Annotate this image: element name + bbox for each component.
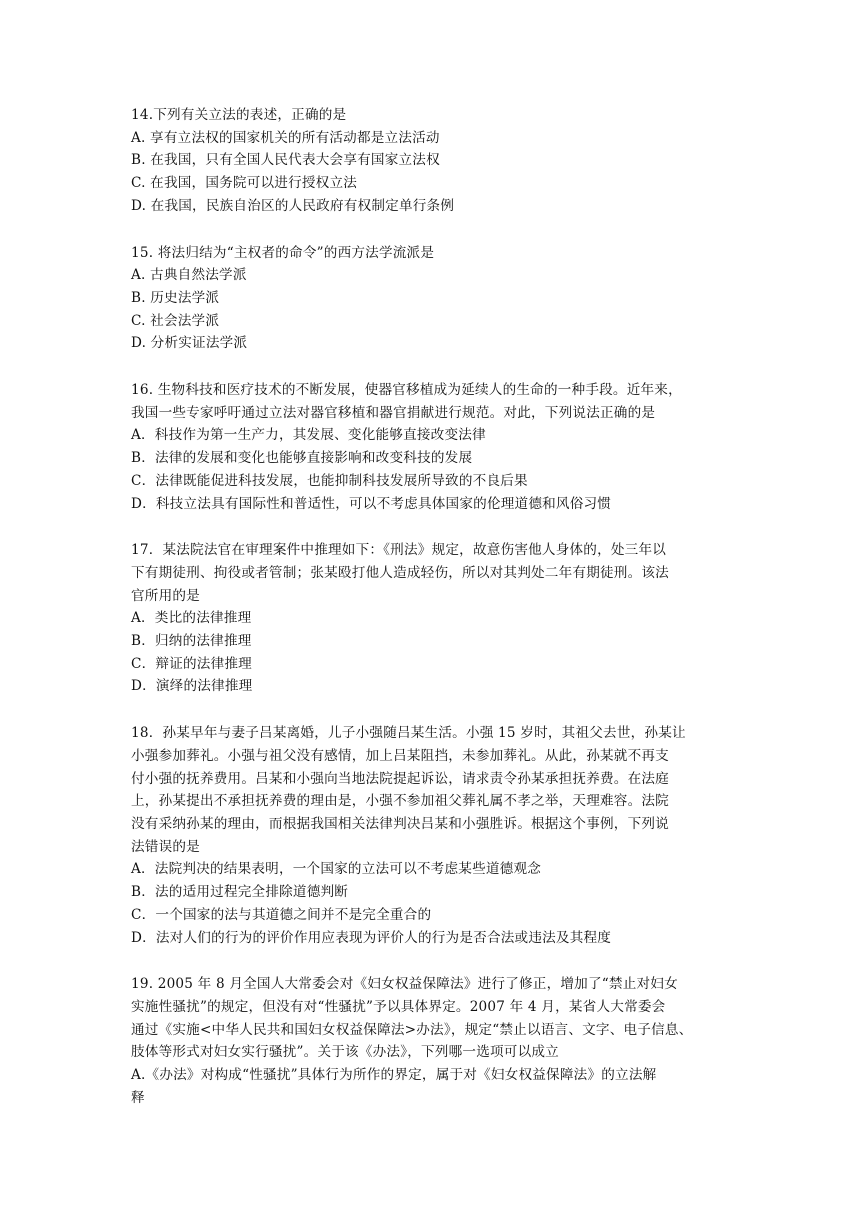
stem-line: 上，孙某提出不承担抚养费的理由是，小强不参加祖父葬礼属不孝之举，天理难容。法院 [131,793,669,810]
stem-line: 18．孙某早年与妻子吕某离婚，儿子小强随吕某生活。小强 15 岁时，其祖父去世，孙某让 [131,725,686,742]
option-c: C．法律既能促进科技发展，也能抑制科技发展所导致的不良后果 [131,472,528,489]
stem-line: 16. 生物科技和医疗技术的不断发展，使器官移植成为延续人的生命的一种手段。近年来， [131,382,682,399]
option-list [131,424,741,515]
option-a: A．科技作为第一生产力，其发展、变化能够直接改变法律 [131,427,486,444]
stem-line: 小强参加葬礼。小强与祖父没有感情，加上吕某阻挡，未参加葬礼。从此，孙某就不再支 [131,747,669,764]
stem-line: 15. 将法归结为“主权者的命令”的西方法学流派是 [131,244,435,261]
option-b: B．归纳的法律推理 [131,633,252,650]
stem-line: 没有采纳孙某的理由，而根据我国相关法律判决吕某和小强胜诉。根据这个事例，下列说 [131,815,669,832]
option-a: A. 古典自然法学派 [131,267,247,284]
question-stem [131,973,741,1064]
stem-line: 我国一些专家呼吁通过立法对器官移植和器官捐献进行规范。对此，下列说法正确的是 [131,404,656,421]
option-c: C．一个国家的法与其道德之间并不是完全重合的 [131,906,432,923]
question-stem [131,722,741,858]
option-list [131,1064,741,1109]
option-c: C. 社会法学派 [131,312,220,329]
question-stem [131,379,741,424]
option-list [131,858,741,949]
question-16 [131,379,741,515]
question-stem [131,539,741,607]
question-17 [131,539,741,698]
question-18 [131,722,741,949]
stem-line: 下有期徒刑、拘役或者管制；张某殴打他人造成轻伤，所以对其判处二年有期徒刑。该法 [131,564,669,581]
option-a: A. 享有立法权的国家机关的所有活动都是立法活动 [131,129,440,146]
option-c: C．辩证的法律推理 [131,655,252,672]
option-b: B．法的适用过程完全排除道德判断 [131,884,349,901]
question-stem [131,104,741,127]
option-d: D. 在我国，民族自治区的人民政府有权制定单行条例 [131,197,455,214]
stem-line: 实施性骚扰”的规定，但没有对“性骚扰”予以具体界定。2007 年 4 月，某省人大常委会 [131,998,666,1015]
option-d: D. 分析实证法学派 [131,335,248,352]
option-b: B. 在我国，只有全国人民代表大会享有国家立法权 [131,152,440,169]
stem-line: 付小强的抚养费用。吕某和小强向当地法院提起诉讼，请求责令孙某承担抚养费。在法庭 [131,770,669,787]
option-a: A．类比的法律推理 [131,610,252,627]
option-b: B. 历史法学派 [131,289,220,306]
question-stem [131,242,741,265]
option-list [131,607,741,698]
stem-line: 19. 2005 年 8 月全国人大常委会对《妇女权益保障法》进行了修正，增加了“禁止对妇女 [131,976,678,993]
stem-line: 官所用的是 [131,587,200,604]
option-list [131,127,741,218]
question-14 [131,104,741,218]
stem-line: 肢体等形式对妇女实行骚扰”。关于该《办法》，下列哪一选项可以成立 [131,1044,559,1061]
stem-line: 通过《实施<中华人民共和国妇女权益保障法>办法》，规定“禁止以语言、文字、电子信息、 [131,1021,693,1038]
option-list [131,264,741,355]
option-a: A．法院判决的结果表明，一个国家的立法可以不考虑某些道德观念 [131,861,542,878]
stem-line: 17．某法院法官在审理案件中推理如下：《刑法》规定，故意伤害他人身体的，处三年以 [131,542,667,559]
stem-line: 14.下列有关立法的表述，正确的是 [131,107,347,123]
option-d: D．科技立法具有国际性和普适性，可以不考虑具体国家的伦理道德和风俗习惯 [131,495,612,512]
exam-content [131,104,741,1133]
option-d: D．演绎的法律推理 [131,678,253,695]
option-c: C. 在我国，国务院可以进行授权立法 [131,175,358,192]
question-19 [131,973,741,1109]
question-15 [131,242,741,356]
stem-line: 法错误的是 [131,838,200,855]
option-a-continued: 释 [131,1089,145,1106]
option-d: D．法对人们的行为的评价作用应表现为评价人的行为是否合法或违法及其程度 [131,929,612,946]
option-b: B．法律的发展和变化也能够直接影响和改变科技的发展 [131,450,473,467]
option-a: A.《办法》对构成“性骚扰”具体行为所作的界定，属于对《妇女权益保障法》的立法解 [131,1067,657,1084]
